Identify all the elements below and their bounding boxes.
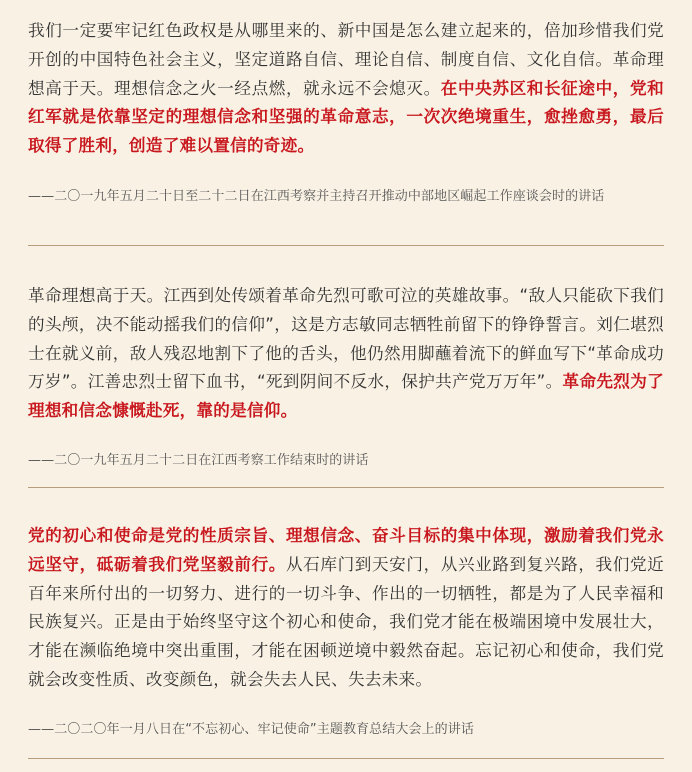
quote-block-3 — [28, 522, 664, 695]
source-block-2 — [28, 450, 664, 472]
source-block-3 — [28, 719, 664, 741]
quote-block-1 — [28, 17, 664, 161]
quote-source: ——二〇一九年五月二十日至二十二日在江西考察并主持召开推动中部地区崛起工作座谈会时的讲话 — [28, 189, 605, 204]
quote-highlight: 在中央苏区和长征途中，党和红军就是依靠坚定的理想信念和坚强的革命意志，一次次绝境重生，愈挫愈勇，最后取得了胜利，创造了难以置信的奇迹。 — [28, 78, 665, 156]
section-divider — [28, 758, 664, 759]
quote-source: ——二〇一九年五月二十二日在江西考察工作结束时的讲话 — [28, 453, 369, 468]
quote-paragraph — [28, 17, 664, 161]
quote-paragraph — [28, 522, 664, 695]
quote-block-2 — [28, 282, 664, 426]
quote-highlight: 党的初心和使命是党的性质宗旨、理想信念、奋斗目标的集中体现，激励着我们党永远坚守，砥砺着我们党坚毅前行。 — [28, 526, 664, 574]
quote-text: 革命理想高于天。江西到处传颂着革命先烈可歌可泣的英雄故事。“敌人只能砍下我们的头颅，决不能动摇我们的信仰”，这是方志敏同志牺牲前留下的铮铮誓言。刘仁堪烈士在就义前，敌人残忍地割下了他的舌头，他仍然用脚蘸着流下的鲜血写下“革命成功万岁”。江善忠烈士留下血书，“死到阴间不反水，保护共产党万万年”。 — [28, 286, 664, 392]
quote-highlight: 革命先烈为了理想和信念慷慨赴死，靠的是信仰。 — [28, 372, 664, 421]
quote-source: ——二〇二〇年一月八日在“不忘初心、牢记使命”主题教育总结大会上的讲话 — [28, 722, 474, 737]
quote-text: 从石库门到天安门，从兴业路到复兴路，我们党近百年来所付出的一切努力、进行的一切斗争、作出的一切牺牲，都是为了人民幸福和民族复兴。正是由于始终坚守这个初心和使命，我们党才能在极端困境中发展壮大，才能在濒临绝境中突出重围，才能在困顿逆境中毅然奋起。忘记初心和使命，我们党就会改变性质、改变颜色，就会失去人民、失去未来。 — [28, 554, 665, 689]
section-divider — [28, 245, 664, 246]
section-divider — [28, 487, 664, 488]
source-block-1 — [28, 186, 664, 208]
quote-paragraph — [28, 282, 664, 426]
quote-text: 我们一定要牢记红色政权是从哪里来的、新中国是怎么建立起来的，倍加珍惜我们党开创的中国特色社会主义，坚定道路自信、理论自信、制度自信、文化自信。革命理想高于天。理想信念之火一经点燃，就永远不会熄灭。 — [28, 21, 664, 98]
